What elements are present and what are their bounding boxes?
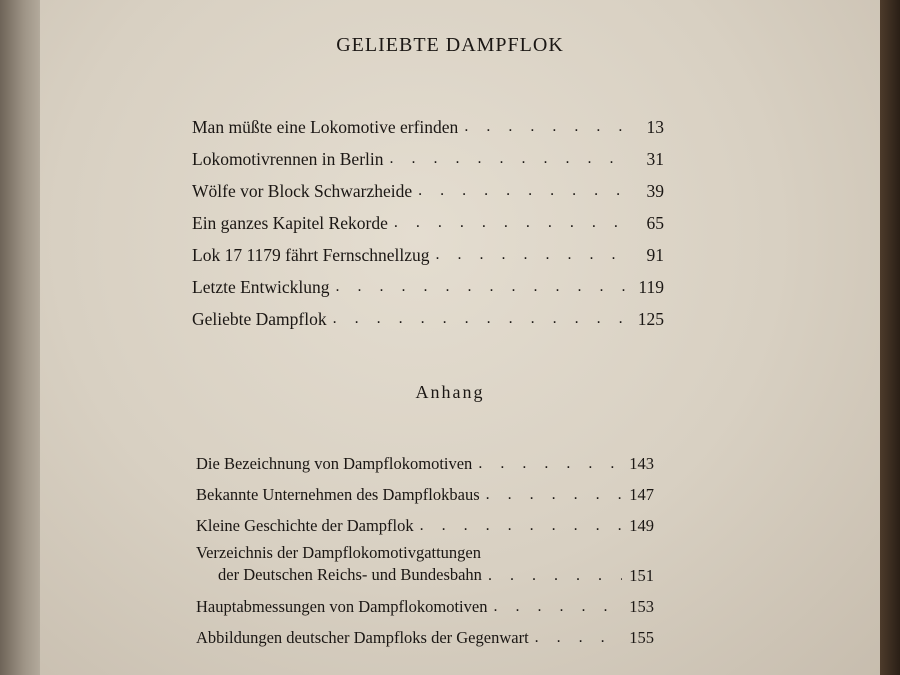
dot-leader: [394, 213, 632, 233]
entry-label: Kleine Geschichte der Dampflok: [196, 516, 414, 535]
entry-page-number: 13: [646, 117, 664, 137]
dot-leader: [333, 309, 632, 329]
entry-label: Lok 17 1179 fährt Fernschnellzug: [192, 245, 430, 265]
entry-label: Letzte Entwicklung: [192, 277, 330, 297]
entry-page-number: 143: [629, 454, 654, 473]
entry-label: Hauptabmessungen von Dampflokomotiven: [196, 597, 488, 616]
dot-leader: [493, 597, 622, 617]
entry-label: Ein ganzes Kapitel Rekorde: [192, 213, 388, 233]
entry-page-number: 149: [629, 516, 654, 535]
entry-page-number: 65: [646, 213, 664, 233]
dot-leader: [336, 277, 632, 297]
book-spine: [0, 0, 40, 675]
entry-label: Abbildungen deutscher Dampfloks der Gegenwart: [196, 628, 529, 647]
entry-label: Die Bezeichnung von Dampflokomotiven: [196, 454, 473, 473]
toc-entry: [196, 474, 654, 505]
dot-leader: [420, 516, 622, 536]
entry-page-number: 91: [646, 245, 664, 265]
toc-entry: [192, 201, 664, 233]
dot-leader: [488, 566, 622, 586]
toc-entry: [196, 505, 654, 536]
entry-page-number: 39: [646, 181, 664, 201]
appendix-list: [196, 443, 654, 648]
entry-label-line1: Verzeichnis der Dampflokomotivgattungen: [196, 543, 482, 562]
dot-leader: [418, 181, 632, 201]
page-edge: [880, 0, 900, 675]
entry-page-number: 31: [646, 149, 664, 169]
entry-label: Wölfe vor Block Schwarzheide: [192, 181, 413, 201]
dot-leader: [535, 628, 622, 648]
toc-entry: [196, 542, 654, 586]
entry-page-number: 147: [629, 485, 654, 504]
entry-page-number: 153: [629, 597, 654, 616]
entry-page-number: 151: [629, 566, 654, 585]
dot-leader: [390, 149, 633, 169]
dot-leader: [464, 117, 632, 137]
dot-leader: [478, 454, 622, 474]
entry-label: [196, 542, 482, 586]
toc-entry: [192, 297, 664, 329]
page-title: GELIEBTE DAMPFLOK: [336, 34, 564, 56]
entry-page-number: 125: [637, 309, 664, 329]
toc-entry: [196, 617, 654, 648]
toc-entry: [192, 265, 664, 297]
appendix-heading: Anhang: [415, 382, 485, 402]
book-page: [40, 0, 880, 675]
entry-page-number: 155: [629, 628, 654, 647]
toc-entry: [196, 443, 654, 474]
toc-entry: [192, 233, 664, 265]
entry-label: Geliebte Dampflok: [192, 309, 327, 329]
entry-label: Man müßte eine Lokomotive erfinden: [192, 117, 459, 137]
entry-page-number: 119: [638, 277, 664, 297]
toc-entry: [192, 169, 664, 201]
chapter-list: [192, 105, 664, 329]
dot-leader: [486, 485, 622, 505]
entry-label-line2: der Deutschen Reichs- und Bundesbahn: [218, 565, 482, 584]
dot-leader: [436, 245, 633, 265]
toc-entry: [192, 137, 664, 169]
toc-entry: [196, 586, 654, 617]
toc-entry: [192, 105, 664, 137]
entry-label: Lokomotivrennen in Berlin: [192, 149, 384, 169]
entry-label: Bekannte Unternehmen des Dampflokbaus: [196, 485, 480, 504]
